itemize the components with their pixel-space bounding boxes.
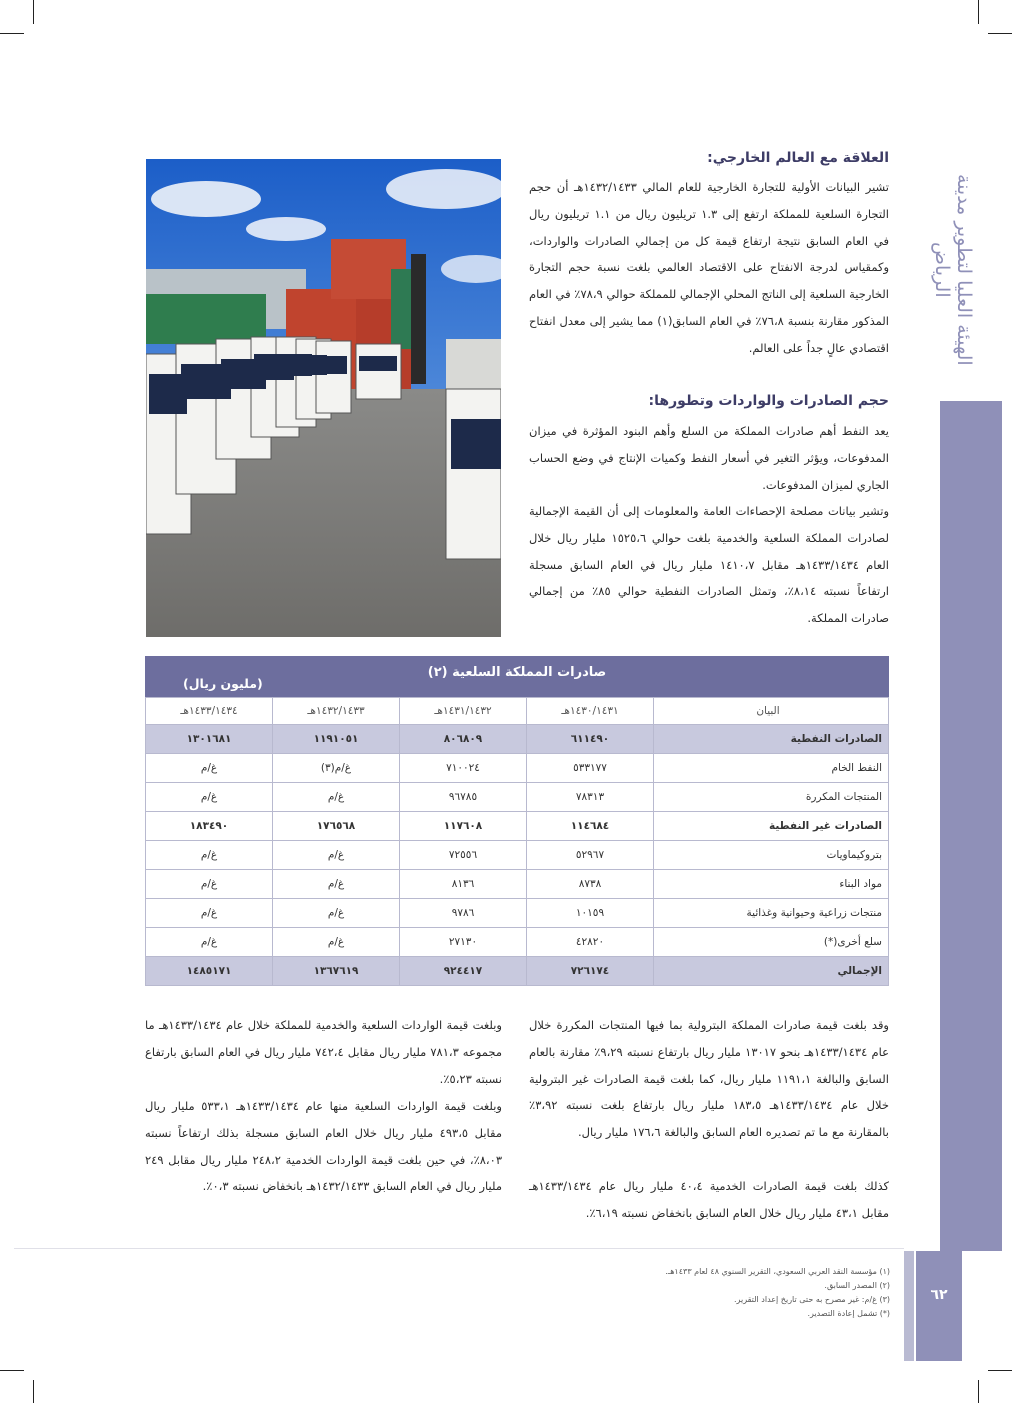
table-cell: غ/م [146,928,273,957]
row-label: مواد البناء [654,870,889,899]
row-label: منتجات زراعية وحيوانية وغذائية [654,899,889,928]
column-header: ١٤٣١/١٤٣٢هـ [400,698,527,725]
exports-table [145,656,889,986]
row-label: الصادرات غير النفطية [654,812,889,841]
goods-imports-paragraph: وبلغت قيمة الواردات السلعية منها عام ١٤٣٣/١٤٣٤هـ ٥٣٣،١ مليار ريال مقابل ٤٩٣،٥ مليار ريال خلال العام السابق مسجلة بذلك ارتفاعاً نسبته ٨،٠٣٪، في حين بلغت قيمة الواردات الخدمية ٢٤٨،٢ مليار ريال مقابل ٢٤٩ مليار ريال في العام السابق ١٤٣٢/١٤٣٣هـ بانخفاض نسبته ٠،٣٪. [145,1099,503,1194]
crop-mark [33,0,34,24]
table-cell: ٧٢٦١٧٤ [527,957,654,986]
page-number-box [916,1251,962,1361]
footnote: (٢) المصدر السابق. [824,1281,890,1290]
table-cell: غ/م [273,928,400,957]
table-cell: ١١٤٦٨٤ [527,812,654,841]
crop-mark [978,0,979,24]
table-row [146,841,889,870]
table-row [146,899,889,928]
table-row [146,725,889,754]
table-cell: غ/م [146,899,273,928]
footnote: (١) مؤسسة النقد العربي السعودي، التقرير السنوي ٤٨ لعام ١٤٣٣هـ. [665,1267,890,1276]
crop-mark [33,1380,34,1403]
table-cell: غ/م [273,783,400,812]
table-cell: ٧١٠٠٢٤ [400,754,527,783]
row-label: المنتجات المكررة [654,783,889,812]
table-cell: ٥٢٩٦٧ [527,841,654,870]
table-cell: غ/م [146,841,273,870]
column-header: ١٤٣٣/١٤٣٤هـ [146,698,273,725]
table-cell: ٧٨٣١٣ [527,783,654,812]
table-cell: ٩٦٧٨٥ [400,783,527,812]
row-label: الصادرات النفطية [654,725,889,754]
table-cell: ١٣٠١٦٨١ [146,725,273,754]
section-body-total-exports: وتشير بيانات مصلحة الإحصاءات العامة والمعلومات إلى أن القيمة الإجمالية لصادرات المملكة السلعية والخدمية بلغت حوالي ١٥٢٥،٦ مليار ريال خلال العام ١٤٣٣/١٤٣٤هـ مقابل ١٤١٠،٧ مليار ريال في العام السابق مسجلة ارتفاعاً نسبته ٨،١٤٪، وتمثل الصادرات النفطية حوالي ٨٥٪ من إجمالي صادرات المملكة. [529,504,889,626]
table-cell: غ/م [146,783,273,812]
page-number: ٦٢ [930,1287,948,1303]
table-row [146,928,889,957]
footnote: (٣) غ/م: غير مصرح به حتى تاريخ إعداد التقرير. [734,1295,890,1304]
section-body-external-relations: تشير البيانات الأولية للتجارة الخارجية للعام المالي ١٤٣٢/١٤٣٣هـ أن حجم التجارة السلعية للمملكة ارتفع إلى ١.٣ تريليون ريال من ١.١ تريليون ريال في العام السابق نتيجة ارتفاع قيمة كل من إجمالي الصادرات والواردات، وكمقياس لدرجة الانفتاح على الاقتصاد العالمي بلغت نسبة حجم التجارة الخارجية السلعية إلى الناتج المحلي الإجمالي للمملكة حوالي ٧٨،٩٪ في العام المذكور مقارنة بنسبة ٧٦،٨٪ في العام السابق(١) مما يشير إلى معدل انفتاح اقتصادي عالٍ جداً على العالم. [529,180,889,355]
crop-mark [988,1370,1012,1371]
table-cell: ١٣٦٧٦١٩ [273,957,400,986]
table-cell: غ/م [146,870,273,899]
table-title: صادرات المملكة السلعية (٢) [427,665,607,680]
footer-divider [14,1248,904,1249]
table-cell: غ/م [273,841,400,870]
footer-strip [904,1251,914,1361]
table-cell: ٥٣٣١٧٧ [527,754,654,783]
table-cell: ٩٢٤٤١٧ [400,957,527,986]
row-label: سلع أخرى(*) [654,928,889,957]
table-cell: غ/م [273,870,400,899]
table-cell: ٢٧١٣٠ [400,928,527,957]
row-label: بتروكيماويات [654,841,889,870]
section-body-oil: يعد النفط أهم صادرات المملكة من السلع وأهم البنود المؤثرة في ميزان المدفوعات، ويؤثر التغير في أسعار النفط وكميات الإنتاج في وضع الحساب الجاري لميزان المدفوعات. [529,424,889,492]
table-unit: (مليون ريال) [183,676,263,691]
table-cell: ٩٧٨٦ [400,899,527,928]
table-cell: ٨١٣٦ [400,870,527,899]
table-cell: ٧٢٥٥٦ [400,841,527,870]
footnote: (*) تشمل إعادة التصدير. [807,1309,890,1318]
table-cell: ١٧٦٥٦٨ [273,812,400,841]
table-cell: غ/م(٣) [273,754,400,783]
table-cell: غ/م [146,754,273,783]
table-row [146,812,889,841]
exports-data-table [145,697,889,986]
imports-paragraph: وبلغت قيمة الواردات السلعية والخدمية للمملكة خلال عام ١٤٣٣/١٤٣٤هـ ما مجموعه ٧٨١،٣ مليار ريال مقابل ٧٤٢،٤ مليار ريال في العام السابق بارتفاع نسبته ٥،٢٣٪. [145,1018,503,1086]
crop-mark [0,1370,24,1371]
crop-mark [978,1380,979,1403]
section-heading-external-relations: العلاقة مع العالم الخارجي: [707,150,889,166]
table-cell: ٨٠٦٨٠٩ [400,725,527,754]
service-exports-paragraph: كذلك بلغت قيمة الصادرات الخدمية ٤٠،٤ مليار ريال عام ١٤٣٣/١٤٣٤هـ مقابل ٤٣،١ مليار ريال خلال العام السابق بانخفاض نسبته ٦،١٩٪. [529,1179,889,1220]
table-row [146,754,889,783]
side-band [940,401,1002,1251]
column-header: ١٤٣٢/١٤٣٣هـ [273,698,400,725]
table-cell: غ/م [273,899,400,928]
table-cell: ١٨٣٤٩٠ [146,812,273,841]
row-label: الإجمالي [654,957,889,986]
table-header-row [146,698,889,725]
table-row [146,870,889,899]
table-cell: ١٠١٥٩ [527,899,654,928]
table-cell: ٦١١٤٩٠ [527,725,654,754]
footnotes [560,1265,890,1321]
table-cell: ٤٢٨٢٠ [527,928,654,957]
crop-mark [0,33,24,34]
table-cell: ١١٩١٠٥١ [273,725,400,754]
table-row [146,957,889,986]
table-cell: ١٤٨٥١٧١ [146,957,273,986]
section-heading-exports-imports: حجم الصادرات والواردات وتطورها: [648,393,889,409]
row-label: النفط الخام [654,754,889,783]
crop-mark [988,33,1012,34]
column-header: البيان [654,698,889,725]
table-cell: ٨٧٣٨ [527,870,654,899]
column-header: ١٤٣٠/١٤٣١هـ [527,698,654,725]
petroleum-exports-paragraph: وقد بلغت قيمة صادرات المملكة البترولية بما فيها المنتجات المكررة خلال عام ١٤٣٣/١٤٣٤هـ بنحو ١٣٠١٧ مليار ريال بارتفاع نسبته ٩،٢٩٪ مقارنة بالعام السابق والبالغة ١١٩١،١ مليار ريال، كما بلغت قيمة الصادرات غير البترولية خلال عام ١٤٣٣/١٤٣٤هـ ١٨٣،٥ مليار ريال بارتفاع بلغت نسبته ٣،٩٢٪ بالمقارنة مع ما تم تصديره العام السابق والبالغة ١٧٦،٦ مليار ريال. [529,1018,890,1140]
side-title: الهيئة العليا لتطوير مدينة الرياض [931,174,975,366]
table-header-bar [145,656,889,697]
trucks-photo [146,159,501,637]
table-cell: ١١٧٦٠٨ [400,812,527,841]
table-row [146,783,889,812]
